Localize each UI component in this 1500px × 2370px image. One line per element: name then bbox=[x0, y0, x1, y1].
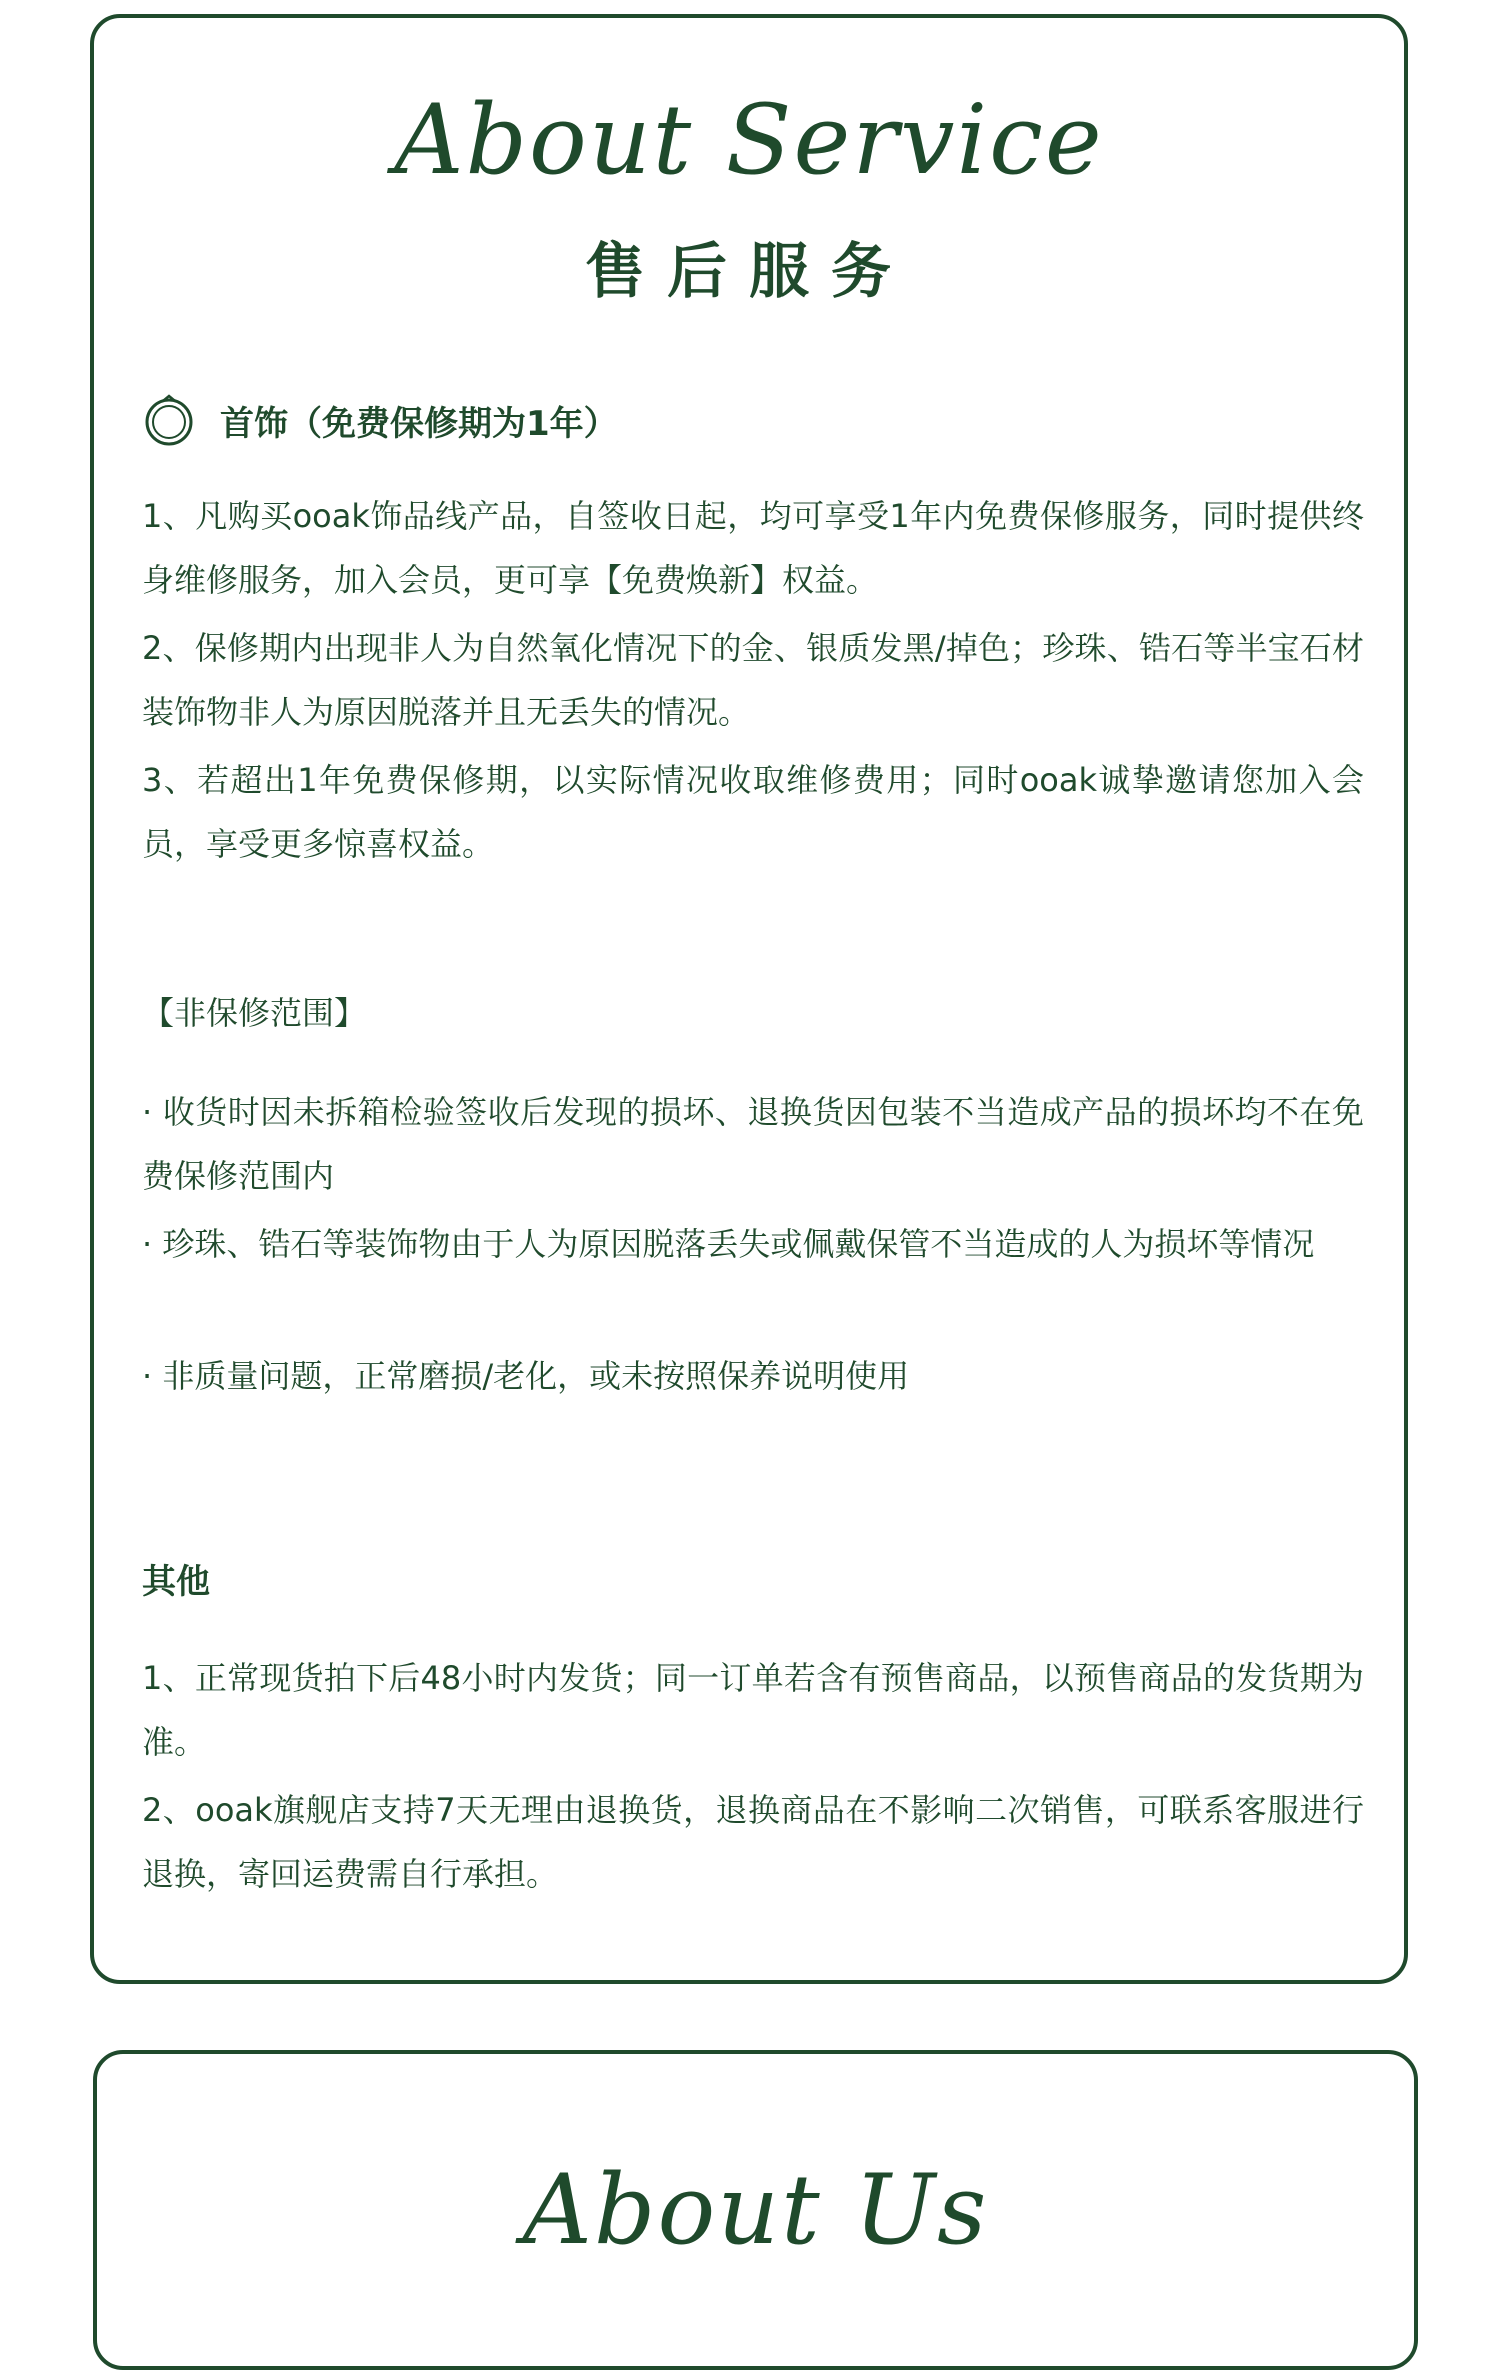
non-warranty-item-1: · 收货时因未拆箱检验签收后发现的损坏、退换货因包装不当造成产品的损坏均不在免费保修范围内 bbox=[142, 1093, 1364, 1195]
ring-icon bbox=[142, 393, 196, 447]
about-us-card bbox=[93, 2050, 1418, 2370]
other-item-2: 2、ooak旗舰店支持7天无理由退换货，退换商品在不影响二次销售，可联系客服进行退换，寄回运费需自行承担。 bbox=[142, 1791, 1364, 1893]
jewelry-item-1: 1、凡购买ooak饰品线产品，自签收日起，均可享受1年内免费保修服务，同时提供终身维修服务，加入会员，更可享【免费焕新】权益。 bbox=[142, 497, 1364, 599]
jewelry-heading-row bbox=[142, 390, 618, 450]
about-service-script-title: About Service bbox=[394, 84, 1104, 196]
about-us-script-title: About Us bbox=[522, 2154, 989, 2266]
non-warranty-item-2: · 珍珠、锆石等装饰物由于人为原因脱落丢失或佩戴保管不当造成的人为损坏等情况 bbox=[142, 1225, 1315, 1263]
after-sales-service-card bbox=[90, 14, 1408, 1984]
after-sales-service-title: 售后服务 bbox=[585, 237, 913, 307]
other-item-1: 1、正常现货拍下后48小时内发货；同一订单若含有预售商品，以预售商品的发货期为准。 bbox=[142, 1659, 1364, 1761]
jewelry-item-2: 2、保修期内出现非人为自然氧化情况下的金、银质发黑/掉色；珍珠、锆石等半宝石材装饰物非人为原因脱落并且无丢失的情况。 bbox=[142, 629, 1364, 731]
non-warranty-item-3: · 非质量问题，正常磨损/老化，或未按照保养说明使用 bbox=[142, 1357, 910, 1395]
jewelry-warranty-heading: 首饰（免费保修期为1年） bbox=[220, 403, 618, 444]
non-warranty-heading: 【非保修范围】 bbox=[142, 994, 367, 1032]
jewelry-item-3: 3、若超出1年免费保修期，以实际情况收取维修费用；同时ooak诚挚邀请您加入会员，享受更多惊喜权益。 bbox=[142, 761, 1364, 863]
other-heading: 其他 bbox=[142, 1562, 210, 1602]
